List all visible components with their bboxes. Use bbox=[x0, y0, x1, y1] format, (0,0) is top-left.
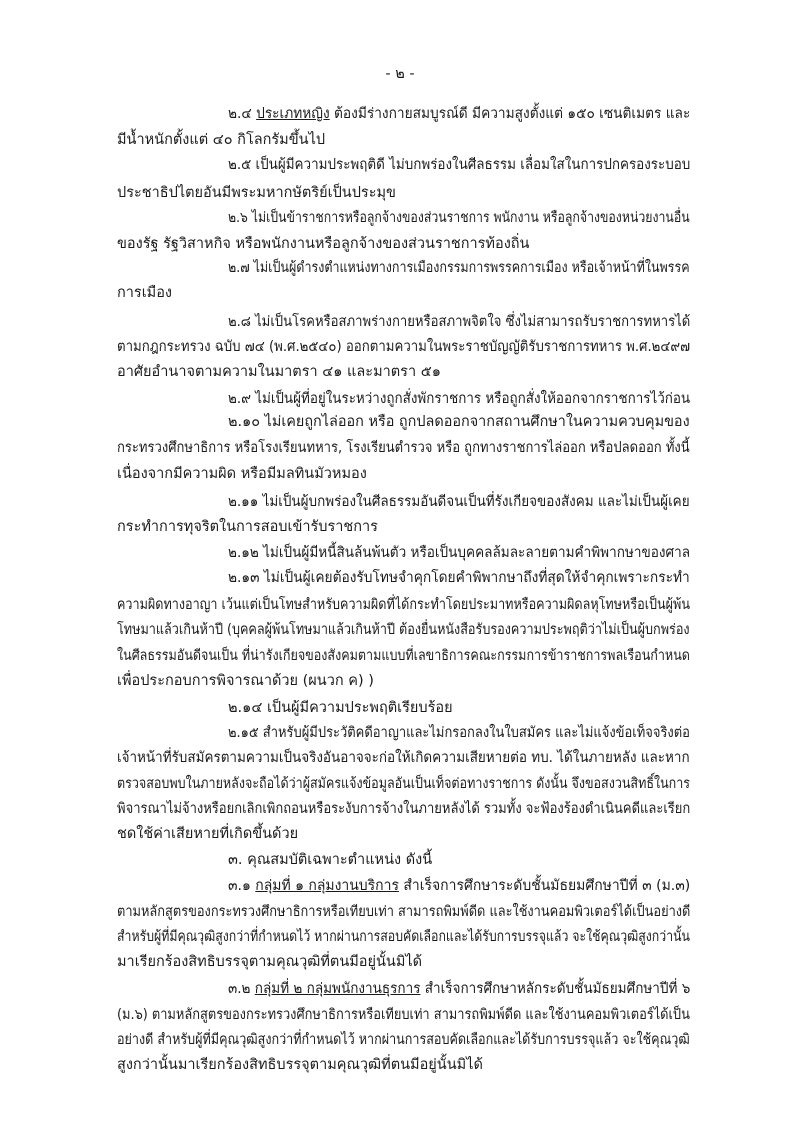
clause-2-5: ๒.๕ เป็นผู้มีความประพฤติดี ไม่บกพร่องในศีลธรรม เลื่อมใสในการปกครองระบอบ bbox=[228, 157, 691, 173]
clause-2-4 bbox=[228, 104, 690, 124]
text-line: พิจารณาไม่จ้างหรือยกเลิกเพิกถอนหรือระงับการจ้างในภายหลังได้ รวมทั้ง จะฟ้องร้องดำเนินคดีและเรียก bbox=[117, 801, 691, 817]
text-line: ของรัฐ รัฐวิสาหกิจ หรือพนักงานหรือลูกจ้างของส่วนราชการท้องถิ่น bbox=[117, 236, 530, 252]
clause-2-7: ๒.๗ ไม่เป็นผู้ดำรงตำแหน่งทางการเมืองกรรมการพรรคการเมือง หรือเจ้าหน้าที่ในพรรค bbox=[228, 260, 690, 276]
clause-2-6: ๒.๖ ไม่เป็นข้าราชการหรือลูกจ้างของส่วนราชการ พนักงาน หรือลูกจ้างของหน่วยงานอื่น bbox=[228, 210, 690, 226]
clause-2-9: ๒.๙ ไม่เป็นผู้ที่อยู่ในระหว่างถูกสั่งพักราชการ หรือถูกสั่งให้ออกจากราชการไว้ก่อน bbox=[228, 391, 691, 407]
clause-2-14: ๒.๑๔ เป็นผู้มีความประพฤติเรียบร้อย bbox=[228, 700, 453, 716]
text-line: สูงกว่านั้นมาเรียกร้องสิทธิบรรจุตามคุณวุฒิที่ตนมีอยู่นั้นมิได้ bbox=[117, 1057, 483, 1073]
text-line: ความผิดทางอาญา เว้นแต่เป็นโทษสำหรับความผิดที่ได้กระทำโดยประมาทหรือความผิดลหุโทษหรือเป็นผู้พ้น bbox=[117, 597, 690, 613]
page-number: - ๒ - bbox=[385, 66, 415, 82]
text-line: เจ้าหน้าที่รับสมัครตามความเป็นจริงอันอาจจะก่อให้เกิดความเสียหายต่อ ทบ. ได้ในภายหลัง และหาก bbox=[117, 750, 690, 766]
underlined-heading: กลุ่มที่ ๑ กลุ่มงานบริการ bbox=[255, 878, 399, 894]
text-line: ในศีลธรรมอันดีจนเป็น ที่น่ารังเกียจของสังคมตามแบบที่เลขาธิการคณะกรรมการข้าราชการพลเรือนกำหนด bbox=[117, 648, 690, 664]
clause-3-1 bbox=[228, 876, 690, 896]
section-3-heading: ๓. คุณสมบัติเฉพาะตำแหน่ง ดังนี้ bbox=[228, 852, 433, 868]
text-line: มาเรียกร้องสิทธิบรรจุตามคุณวุฒิที่ตนมีอยู่นั้นมิได้ bbox=[117, 954, 423, 970]
text-line: ตามหลักสูตรของกระทรวงศึกษาธิการหรือเทียบเท่า สามารถพิมพ์ดีด และใช้งานคอมพิวเตอร์ได้เป็นอย่างดี bbox=[117, 904, 691, 920]
text-line: สำหรับผู้ที่มีคุณวุฒิสูงกว่าที่กำหนดไว้ หากผ่านการสอบคัดเลือกและได้รับการบรรจุแล้ว จะใช้คุณวุฒิสูงกว่านั้น bbox=[117, 929, 690, 945]
text-line: ตามกฎกระทรวง ฉบับ ๗๔ (พ.ศ.๒๕๔๐) ออกตามความในพระราชบัญญัติรับราชการทหาร พ.ศ.๒๔๙๗ bbox=[117, 339, 691, 355]
text-line: เนื่องจากมีความผิด หรือมีมลทินมัวหมอง bbox=[117, 466, 367, 482]
clause-2-10: ๒.๑๐ ไม่เคยถูกไล่ออก หรือ ถูกปลดออกจากสถานศึกษาในความควบคุมของ bbox=[228, 414, 690, 430]
clause-2-11: ๒.๑๑ ไม่เป็นผู้บกพร่องในศีลธรรมอันดีจนเป็นที่รังเกียจของสังคม และไม่เป็นผู้เคย bbox=[228, 494, 690, 510]
text-line: อาศัยอำนาจตามความในมาตรา ๔๑ และมาตรา ๕๑ bbox=[117, 364, 441, 380]
clause-text: ต้องมีร่างกายสมบูรณ์ดี มีความสูงตั้งแต่ ๑๕๐ เซนติเมตร และ bbox=[329, 106, 691, 122]
clause-2-15: ๒.๑๕ สำหรับผู้มีประวัติคดีอาญาและไม่กรอกลงในใบสมัคร และไม่แจ้งข้อเท็จจริงต่อ bbox=[228, 725, 690, 741]
clause-text: สำเร็จการศึกษาหลักระดับชั้นมัธยมศึกษาปีที่ ๖ bbox=[420, 981, 691, 997]
clause-number: ๒.๔ bbox=[228, 106, 257, 122]
clause-3-2 bbox=[228, 979, 690, 999]
text-line: โทษมาแล้วเกินห้าปี (บุคคลผู้พ้นโทษมาแล้วเกินห้าปี ต้องยื่นหนังสือรับรองความประพฤติว่าไม่เป็นผู้บกพร่อง bbox=[117, 622, 690, 638]
underlined-heading: ประเภทหญิง bbox=[256, 106, 330, 122]
text-line: มีน้ำหนักตั้งแต่ ๔๐ กิโลกรัมขึ้นไป bbox=[117, 132, 326, 148]
text-line: อย่างดี สำหรับผู้ที่มีคุณวุฒิสูงกว่าที่กำหนดไว้ หากผ่านการสอบคัดเลือกและได้รับการบรรจุแล้ว จะใช้คุณวุฒิ bbox=[117, 1032, 690, 1048]
clause-2-12: ๒.๑๒ ไม่เป็นผู้มีหนี้สินล้นพ้นตัว หรือเป็นบุคคลล้มละลายตามคำพิพากษาของศาล bbox=[228, 545, 691, 561]
text-line: ตรวจสอบพบในภายหลังจะถือได้ว่าผู้สมัครแจ้งข้อมูลอันเป็นเท็จต่อทางราชการ ดังนั้น จึงขอสงวนสิทธิ์ในการ bbox=[117, 776, 691, 792]
text-line: กระทรวงศึกษาธิการ หรือโรงเรียนทหาร, โรงเรียนตำรวจ หรือ ถูกทางราชการไล่ออก หรือปลดออก ทั้งนี้ bbox=[117, 440, 690, 456]
text-line: กระทำการทุจริตในการสอบเข้ารับราชการ bbox=[117, 519, 378, 535]
clause-2-13: ๒.๑๓ ไม่เป็นผู้เคยต้องรับโทษจำคุกโดยคำพิพากษาถึงที่สุดให้จำคุกเพราะกระทำ bbox=[228, 570, 690, 586]
clause-number: ๓.๑ bbox=[228, 878, 256, 894]
text-line: (ม.๖) ตามหลักสูตรของกระทรวงศึกษาธิการหรือเทียบเท่า สามารถพิมพ์ดีด และใช้งานคอมพิวเตอร์ได้เป็น bbox=[117, 1007, 690, 1023]
text-line: การเมือง bbox=[117, 285, 173, 301]
text-line: ชดใช้ค่าเสียหายที่เกิดขึ้นด้วย bbox=[117, 826, 299, 842]
text-line: ประชาธิปไตยอันมีพระมหากษัตริย์เป็นประมุข bbox=[117, 185, 396, 201]
clause-text: สำเร็จการศึกษาระดับชั้นมัธยมศึกษาปีที่ ๓ (ม.๓) bbox=[398, 878, 691, 894]
clause-2-8: ๒.๘ ไม่เป็นโรคหรือสภาพร่างกายหรือสภาพจิตใจ ซึ่งไม่สามารถรับราชการทหารได้ bbox=[228, 314, 691, 330]
underlined-heading: กลุ่มที่ ๒ กลุ่มพนักงานธุรการ bbox=[254, 981, 421, 997]
clause-number: ๓.๒ bbox=[228, 981, 255, 997]
text-line: เพื่อประกอบการพิจารณาด้วย (ผนวก ค) ) bbox=[117, 673, 374, 689]
